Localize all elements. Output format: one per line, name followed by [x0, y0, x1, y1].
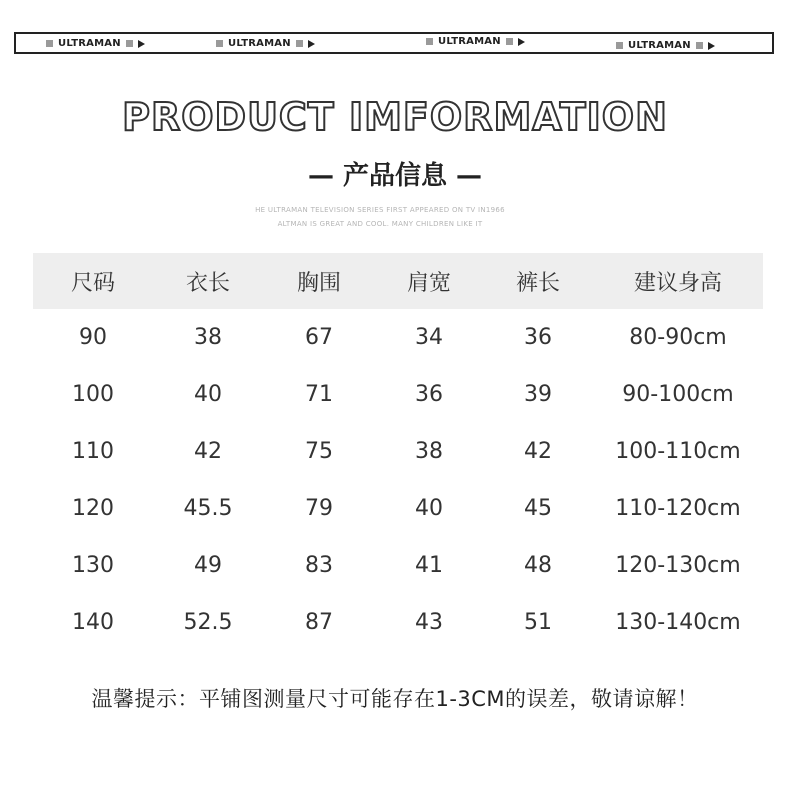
table-cell: 90: [79, 325, 107, 350]
table-cell: 45: [524, 496, 552, 521]
table-cell: 38: [415, 439, 443, 464]
square-icon: [616, 42, 623, 49]
table-row: [33, 423, 763, 480]
arrow-right-icon: [518, 38, 525, 46]
table-cell: 49: [194, 553, 222, 578]
square-icon: [46, 40, 53, 47]
table-cell: 83: [305, 553, 333, 578]
brand-label: ULTRAMAN: [58, 38, 121, 49]
header-size: 尺码: [70, 270, 115, 296]
square-icon: [126, 40, 133, 47]
table-cell: 51: [524, 610, 552, 635]
table-cell: 120-130cm: [615, 553, 741, 578]
table-cell: 140: [72, 610, 114, 635]
table-cell: 36: [524, 325, 552, 350]
table-cell: 42: [194, 439, 222, 464]
table-cell: 100-110cm: [615, 439, 741, 464]
table-cell: 130-140cm: [615, 610, 741, 635]
micro-caption-line2: ALTMAN IS GREAT AND COOL. MANY CHILDREN LIKE IT: [277, 220, 483, 228]
table-cell: 75: [305, 439, 333, 464]
table-cell: 48: [524, 553, 552, 578]
header-shoulder: 肩宽: [406, 270, 451, 296]
table-cell: 40: [415, 496, 443, 521]
table-header-row: [33, 253, 763, 309]
table-cell: 43: [415, 610, 443, 635]
brand-label: ULTRAMAN: [438, 36, 501, 47]
square-icon: [296, 40, 303, 47]
brand-label: ULTRAMAN: [228, 38, 291, 49]
table-row: [33, 537, 763, 594]
measurement-note: 温馨提示：平铺图测量尺寸可能存在1-3CM的误差，敬请谅解！: [91, 687, 699, 711]
table-cell: 130: [72, 553, 114, 578]
table-cell: 90-100cm: [622, 382, 734, 407]
header-chest: 胸围: [296, 270, 341, 296]
table-cell: 87: [305, 610, 333, 635]
table-cell: 34: [415, 325, 443, 350]
arrow-right-icon: [708, 42, 715, 50]
square-icon: [696, 42, 703, 49]
table-cell: 79: [305, 496, 333, 521]
ultraman-banner: [14, 32, 774, 54]
table-cell: 39: [524, 382, 552, 407]
table-cell: 38: [194, 325, 222, 350]
brand-tag: [216, 38, 315, 49]
table-cell: 45.5: [183, 496, 233, 521]
square-icon: [426, 38, 433, 45]
table-cell: 110-120cm: [615, 496, 741, 521]
brand-tag: [426, 36, 525, 47]
arrow-right-icon: [308, 40, 315, 48]
table-row: [33, 366, 763, 423]
table-cell: 36: [415, 382, 443, 407]
page-subtitle: — 产品信息 —: [307, 161, 483, 191]
table-cell: 80-90cm: [629, 325, 727, 350]
table-row: [33, 594, 763, 651]
square-icon: [506, 38, 513, 45]
header-height: 建议身高: [633, 270, 722, 296]
page-title: PRODUCT IMFORMATION: [122, 95, 668, 139]
header-length: 衣长: [185, 270, 230, 296]
table-cell: 110: [72, 439, 114, 464]
brand-tag: [616, 40, 715, 51]
brand-label: ULTRAMAN: [628, 40, 691, 51]
arrow-right-icon: [138, 40, 145, 48]
micro-caption-line1: HE ULTRAMAN TELEVISION SERIES FIRST APPEARED ON TV IN1966: [255, 206, 505, 214]
table-cell: 120: [72, 496, 114, 521]
size-table: [33, 253, 763, 651]
header-pants-length: 裤长: [515, 270, 560, 296]
table-cell: 67: [305, 325, 333, 350]
table-cell: 100: [72, 382, 114, 407]
table-row: [33, 480, 763, 537]
table-cell: 42: [524, 439, 552, 464]
table-cell: 41: [415, 553, 443, 578]
table-cell: 71: [305, 382, 333, 407]
square-icon: [216, 40, 223, 47]
brand-tag: [46, 38, 145, 49]
table-row: [33, 309, 763, 366]
table-cell: 40: [194, 382, 222, 407]
table-cell: 52.5: [183, 610, 233, 635]
